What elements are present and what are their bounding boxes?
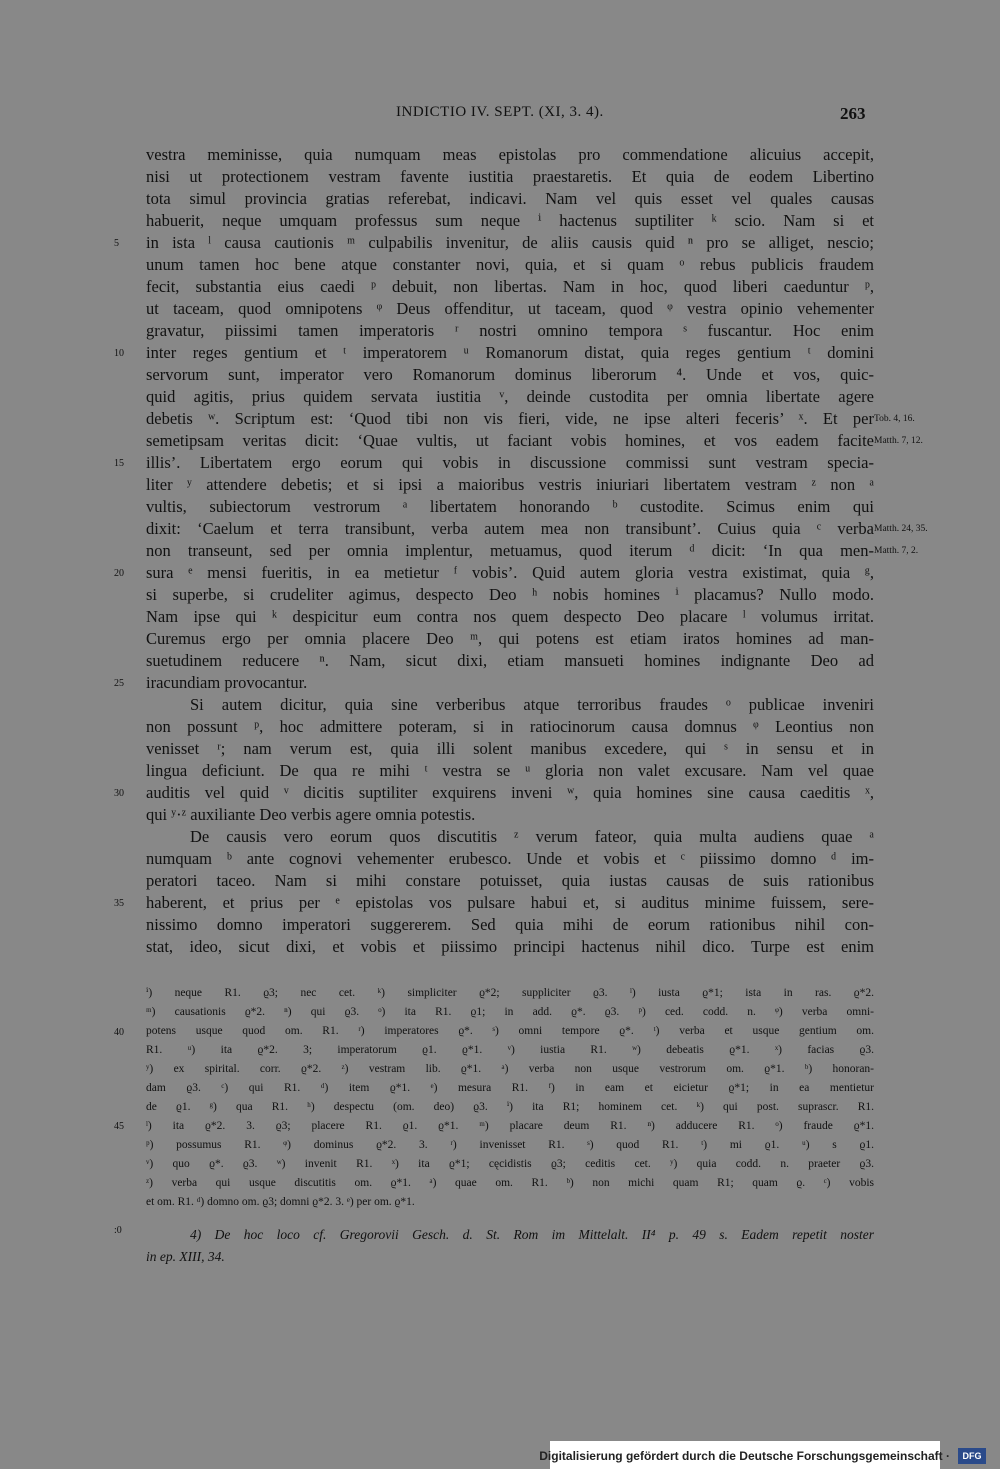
apparatus-line: ᵐ) causationis ϱ*2. ⁿ) qui ϱ3. ᵒ) ita R1. ϱ1; in add. ϱ*. ϱ3. ᵖ) ced. codd. n. ᵠ) verba omni- <box>146 1006 874 1018</box>
text-line: De causis vero eorum quos discutitis ᶻ verum fateor, quia multa audiens quae ᵃ <box>190 827 874 846</box>
dfg-logo-icon[interactable]: DFG <box>958 1448 986 1464</box>
margin-ref: Matth. 7, 12. <box>874 436 923 446</box>
apparatus-line: ᵛ) quo ϱ*. ϱ3. ʷ) invenit R1. ˣ) ita ϱ*1; cęcidistis ϱ3; ceditis cet. ʸ) quia codd. n. praeter ϱ3. <box>146 1158 874 1170</box>
line-number: 45 <box>114 1121 124 1132</box>
text-line: quid agitis, prius quidem servata iustitia ᵛ, deinde custodita per omnia libertate agere <box>146 387 874 406</box>
line-number: 35 <box>114 898 124 909</box>
text-line: stat, ideo, sicut dixi, et vobis et piissimo principi hactenus nihil dico. Turpe est enim <box>146 937 874 956</box>
text-line: illis’. Libertatem ergo eorum qui vobis in discussione commissi sunt vestram specia- <box>146 453 874 472</box>
text-line: Nam ipse qui ᵏ despicitur eum contra nos quem despecto Deo placare ˡ volumus irritat. <box>146 607 874 626</box>
footer-credit: Digitalisierung gefördert durch die Deutsche Forschungsgemeinschaft · <box>539 1449 950 1463</box>
text-line: fecit, substantia eius caedi ᵖ debuit, non libertas. Nam in hoc, quod liberi caeduntur ᵖ, <box>146 277 874 296</box>
text-line: peratori taceo. Nam si mihi constare potuisset, quia iustas causas de suis rationibus <box>146 871 874 890</box>
margin-ref: Tob. 4, 16. <box>874 414 915 424</box>
text-line: Curemus ergo per omnia placere Deo ᵐ, qui potens est etiam iratos homines ad man- <box>146 629 874 648</box>
apparatus-line: ᵖ) possumus R1. ᵠ) dominus ϱ*2. 3. ʳ) invenisset R1. ˢ) quod R1. ᵗ) mi ϱ1. ᵘ) s ϱ1. <box>146 1139 874 1151</box>
text-line: lingua deficiunt. De qua re mihi ᵗ vestra se ᵘ gloria non valet excusare. Nam vel quae <box>146 761 874 780</box>
text-line: si superbe, si crudeliter agimus, despecto Deo ʰ nobis homines ⁱ placamus? Nullo modo. <box>146 585 874 604</box>
line-number: 10 <box>114 348 124 359</box>
line-number: :0 <box>114 1225 122 1236</box>
page-number: 263 <box>840 104 866 123</box>
text-line: nissimo domno imperatori suggererem. Sed quia mihi de eorum rationibus nihil con- <box>146 915 874 934</box>
text-line: nisi ut protectionem vestram favente iustitia praestaretis. Et quia de eodem Libertino <box>146 167 874 186</box>
text-line: sura ᵉ mensi fueritis, in ea metietur ᶠ vobis’. Quid autem gloria vestra existimat, quia ᵍ, <box>146 563 874 582</box>
apparatus-line: potens usque quod om. R1. ʳ) imperatores ϱ*. ˢ) omni tempore ϱ*. ᵗ) verba et usque gentium om. <box>146 1025 874 1037</box>
text-line: non transeunt, sed per omnia implentur, metuamus, quod iterum ᵈ dicit: ‘In qua men- <box>146 541 874 560</box>
text-line: venisset ʳ; nam verum est, quia illi solent manibus excedere, qui ˢ in sensu et in <box>146 739 874 758</box>
text-line: qui ʸ·ᶻ auxiliante Deo verbis agere omnia potestis. <box>146 805 476 824</box>
text-line: semetipsam veritas dicit: ‘Quae vultis, ut faciant vobis homines, et vos eadem facite <box>146 431 874 450</box>
line-number: 15 <box>114 458 124 469</box>
text-line: vestra meminisse, quia numquam meas epistolas pro commendatione alicuius accepit, <box>146 145 874 164</box>
line-number: 20 <box>114 568 124 579</box>
line-number: 5 <box>114 238 119 249</box>
text-line: in ista ˡ causa cautionis ᵐ culpabilis invenitur, de aliis causis quid ⁿ pro se alliget, nescio; <box>146 233 874 252</box>
text-line: habuerit, neque umquam professus sum neque ⁱ hactenus suptiliter ᵏ scio. Nam si et <box>146 211 874 230</box>
footer <box>0 1441 1000 1469</box>
apparatus-line: R1. ᵘ) ita ϱ*2. 3; imperatorum ϱ1. ϱ*1. ᵛ) iustia R1. ʷ) debeatis ϱ*1. ˣ) facias ϱ3. <box>146 1044 874 1056</box>
apparatus-line: de ϱ1. ᵍ) qua R1. ʰ) despectu (om. deo) ϱ3. ⁱ) ita R1; hominem cet. ᵏ) qui post. suprascr. R1. <box>146 1101 874 1113</box>
text-line: debetis ʷ. Scriptum est: ‘Quod tibi non vis fieri, vide, ne ipse alteri feceris’ ˣ. Et per <box>146 409 874 428</box>
margin-ref: Matth. 24, 35. <box>874 524 928 534</box>
text-line: suetudinem reducere ⁿ. Nam, sicut dixi, etiam mansueti homines indignante Deo ad <box>146 651 874 670</box>
text-line: ut taceam, quod omnipotens ᵠ Deus offenditur, ut taceam, quod ᵠ vestra opinio vehementer <box>146 299 874 318</box>
text-line: liter ʸ attendere debetis; et si ipsi a maioribus vestris iniuriari libertatem vestram ᶻ non ᵃ <box>146 475 874 494</box>
apparatus-line: ᶻ) verba qui usque discutitis om. ϱ*1. ᵃ) quae om. R1. ᵇ) non michi quam R1; quam ϱ. ᶜ) vobis <box>146 1177 874 1189</box>
text-line: unum tamen hoc bene atque constanter novi, quia, et si quam ᵒ rebus publicis fraudem <box>146 255 874 274</box>
text-line: servorum sunt, imperator vero Romanorum dominus liberorum ⁴. Unde et vos, quic- <box>146 365 874 384</box>
text-line: auditis vel quid ᵛ dicitis suptiliter exquirens inveni ʷ, quia homines sine causa caeditis ˣ, <box>146 783 874 802</box>
apparatus-line: ⁱ) neque R1. ϱ3; nec cet. ᵏ) simpliciter ϱ*2; suppliciter ϱ3. ˡ) iusta ϱ*1; ista in ras. ϱ*2. <box>146 987 874 999</box>
margin-ref: Matth. 7, 2. <box>874 546 919 556</box>
text-line: haberent, et prius per ᵉ epistolas vos pulsare habui et, si auditus minime fuissem, sere- <box>146 893 874 912</box>
apparatus-line: et om. R1. ᵈ) domno om. ϱ3; domni ϱ*2. 3. ᵉ) per om. ϱ*1. <box>146 1196 415 1208</box>
note-line: 4) De hoc loco cf. Gregorovii Gesch. d. St. Rom im Mittelalt. II⁴ p. 49 s. Eadem repetit noster <box>190 1227 874 1242</box>
text-line: vultis, subiectorum vestrorum ᵃ libertatem honorando ᵇ custodite. Scimus enim qui <box>146 497 874 516</box>
line-number: 40 <box>114 1027 124 1038</box>
text-line: non possunt ᵖ, hoc admittere poteram, si in ratiocinorum causa domnus ᵠ Leontius non <box>146 717 874 736</box>
line-number: 30 <box>114 788 124 799</box>
text-line: dixit: ‘Caelum et terra transibunt, verba autem mea non transibunt’. Cuius quia ᶜ verba <box>146 519 874 538</box>
apparatus-line: ʸ) ex spirital. corr. ϱ*2. ᶻ) vestram lib. ϱ*1. ᵃ) verba non usque vestrorum om. ϱ*1. ᵇ) honoran- <box>146 1063 874 1075</box>
apparatus-line: ˡ) ita ϱ*2. 3. ϱ3; placere R1. ϱ1. ϱ*1. ᵐ) placare deum R1. ⁿ) adducere R1. ᵒ) fraude ϱ*1. <box>146 1120 874 1132</box>
note-line: in ep. XIII, 34. <box>146 1249 225 1264</box>
text-line: tota simul provincia gratias referebat, indicavi. Nam vel quis esset vel quales causas <box>146 189 874 208</box>
text-line: numquam ᵇ ante cognovi vehementer erubesco. Unde et vobis et ᶜ piissimo domno ᵈ im- <box>146 849 874 868</box>
text-line: Si autem dicitur, quia sine verberibus atque terroribus fraudes ᵒ publicae inveniri <box>190 695 874 714</box>
text-line: gravatur, piissimi tamen imperatoris ʳ nostri omnino tempora ˢ fuscantur. Hoc enim <box>146 321 874 340</box>
line-number: 25 <box>114 678 124 689</box>
running-head: INDICTIO IV. SEPT. (XI, 3. 4). <box>396 104 604 120</box>
text-line: iracundiam provocantur. <box>146 673 308 692</box>
text-line: inter reges gentium et ᵗ imperatorem ᵘ Romanorum distat, quia reges gentium ᵗ domini <box>146 343 874 362</box>
apparatus-line: dam ϱ3. ᶜ) qui R1. ᵈ) item ϱ*1. ᵉ) mesura R1. ᶠ) in eam et eicietur ϱ*1; in ea mentietur <box>146 1082 874 1094</box>
